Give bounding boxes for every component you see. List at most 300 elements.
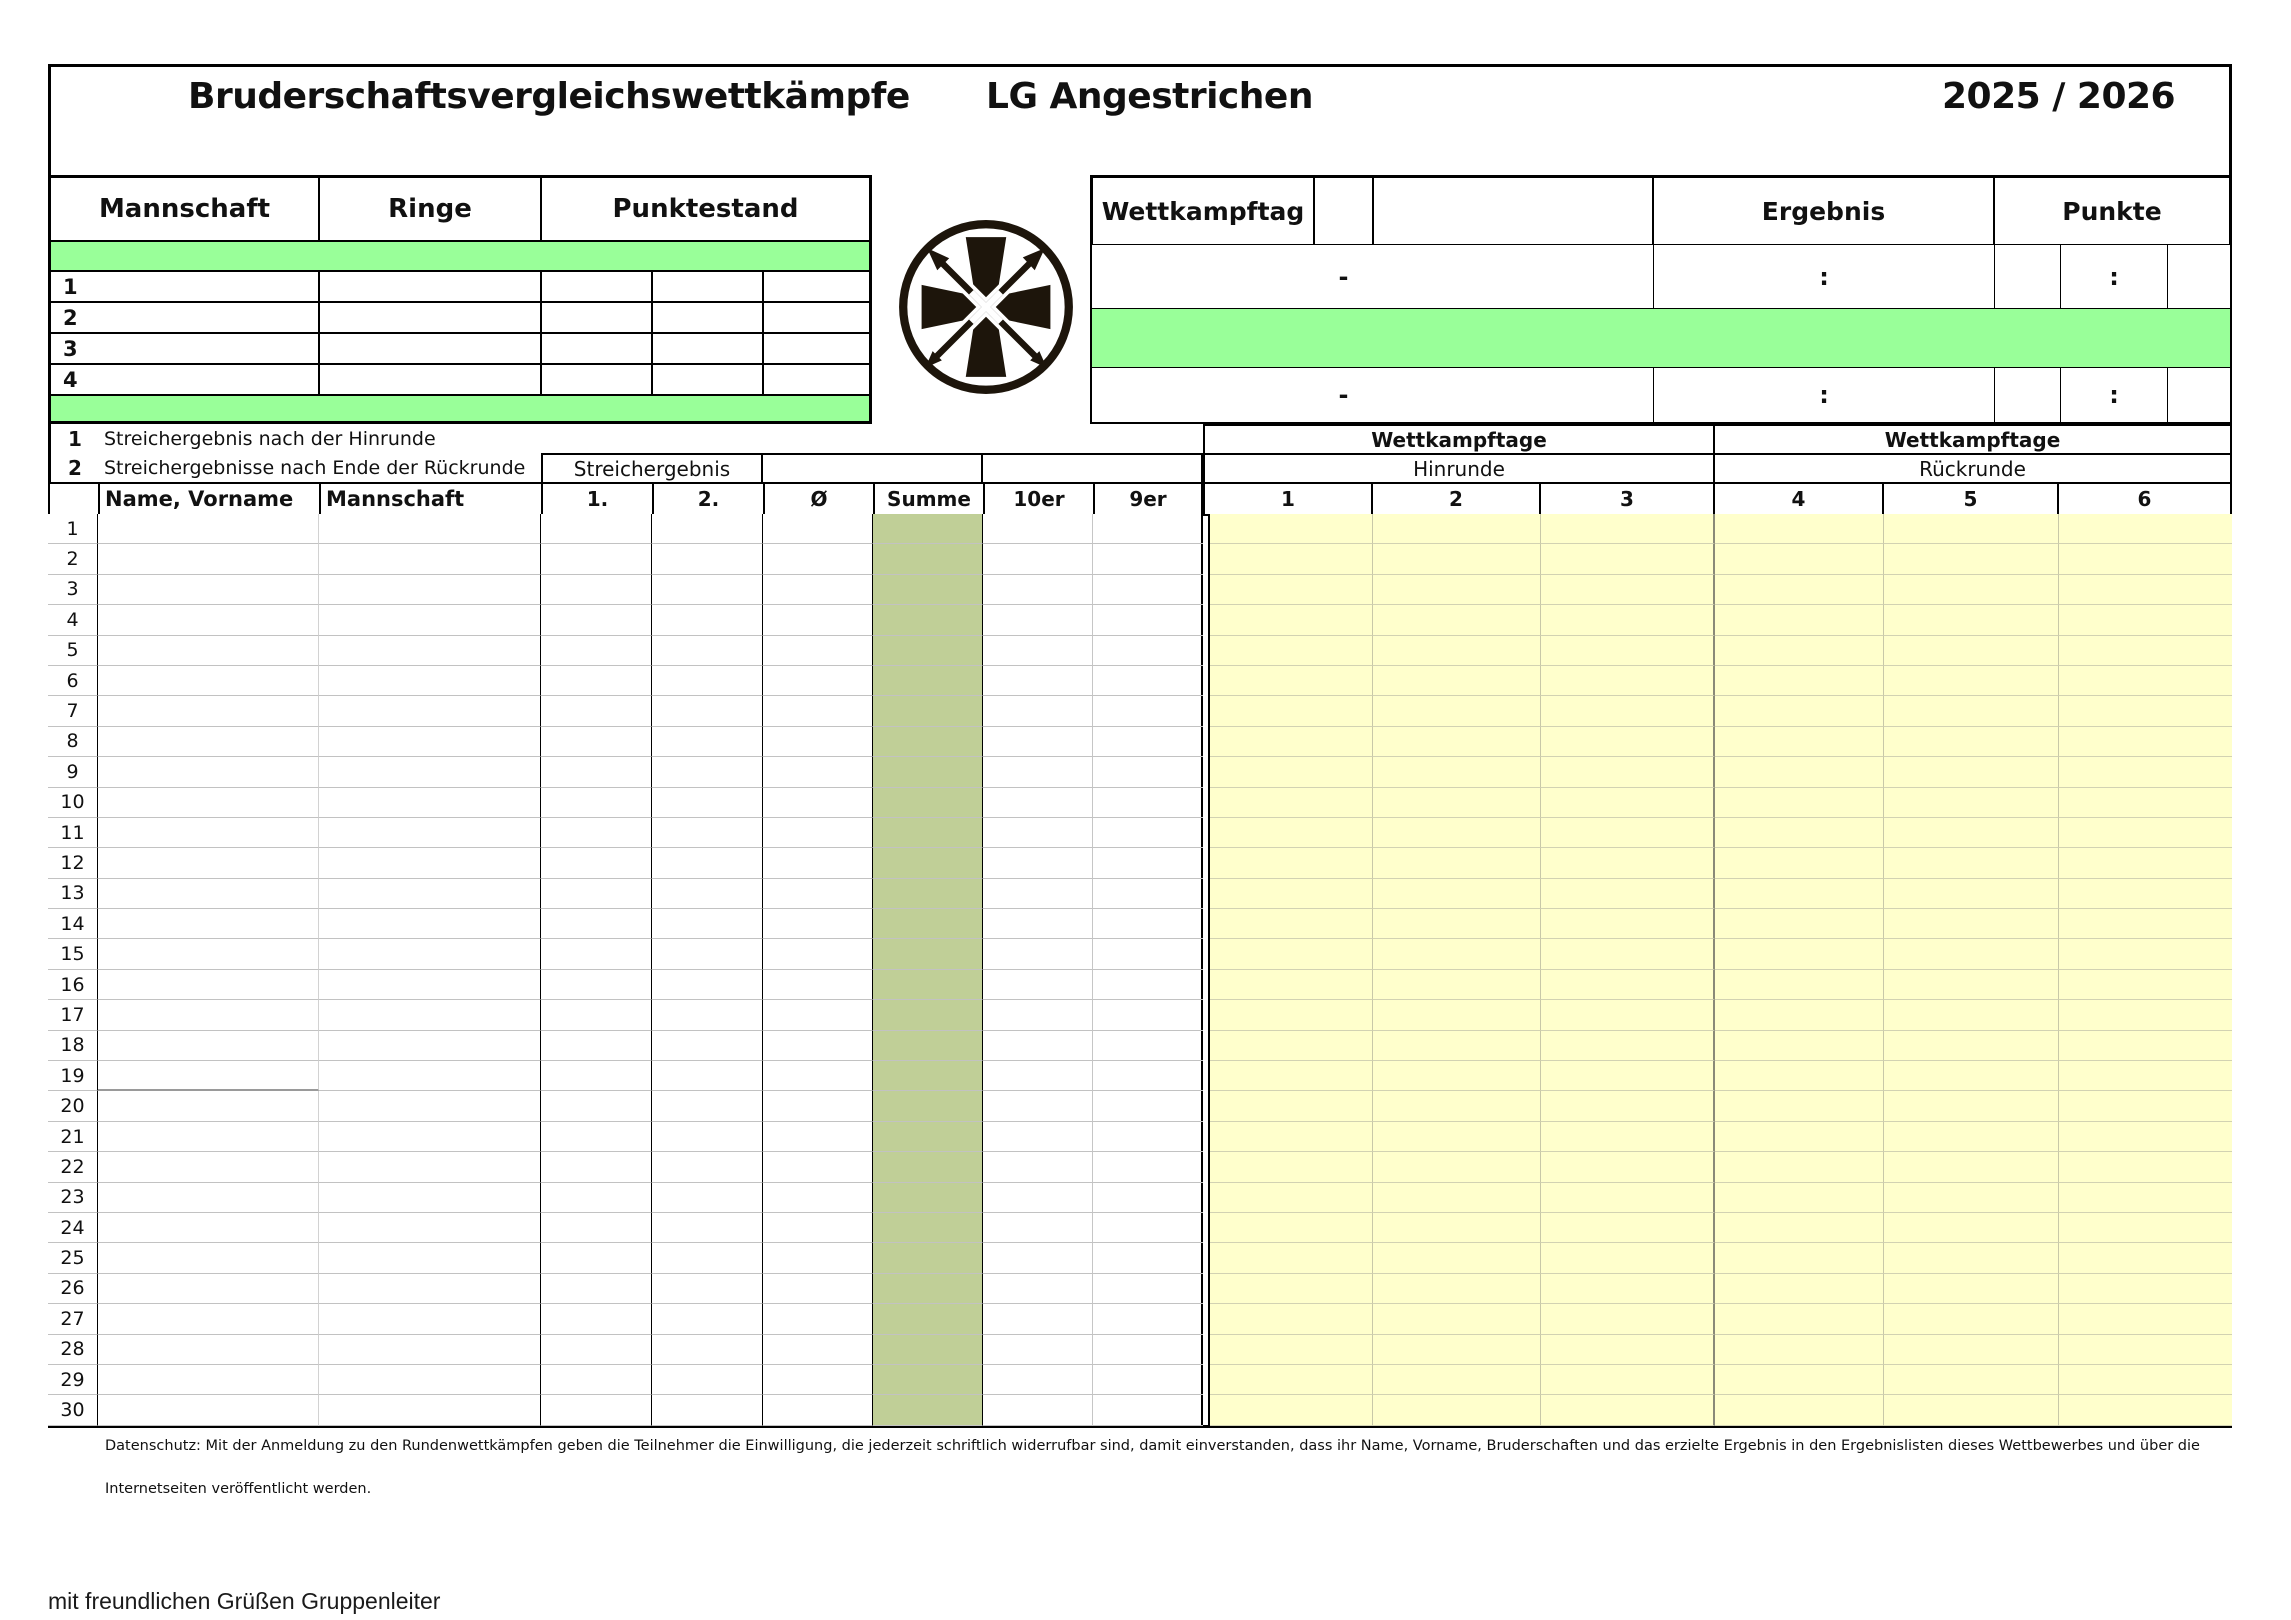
match-day-cell[interactable]	[1884, 1183, 2059, 1213]
match-day-cell[interactable]	[1373, 1274, 1541, 1304]
roster-cell-sum[interactable]	[873, 514, 983, 544]
roster-cell-s1[interactable]	[541, 757, 652, 787]
match-day-cell[interactable]	[1541, 939, 1715, 969]
roster-cell-s2[interactable]	[652, 514, 763, 544]
match-day-cell[interactable]	[1541, 788, 1715, 818]
roster-cell-sum[interactable]	[873, 1365, 983, 1395]
roster-cell-name[interactable]	[98, 1031, 319, 1061]
roster-cell-s1[interactable]	[541, 1395, 652, 1425]
match-day-cell[interactable]	[1210, 666, 1373, 696]
match-day-cell[interactable]	[1373, 1365, 1541, 1395]
roster-cell-s1[interactable]	[541, 788, 652, 818]
roster-cell-s2[interactable]	[652, 1122, 763, 1152]
roster-cell-t9[interactable]	[1093, 848, 1203, 878]
match-day-cell[interactable]	[1541, 727, 1715, 757]
roster-cell-sum[interactable]	[873, 1152, 983, 1182]
roster-cell-name[interactable]	[98, 575, 319, 605]
match-day-cell[interactable]	[1884, 1213, 2059, 1243]
match-day-cell[interactable]	[1715, 1243, 1884, 1273]
roster-cell-t9[interactable]	[1093, 1122, 1203, 1152]
roster-cell-t9[interactable]	[1093, 879, 1203, 909]
roster-cell-name[interactable]	[98, 1183, 319, 1213]
match-day-cell[interactable]	[1541, 1243, 1715, 1273]
match-day-cell[interactable]	[1884, 1000, 2059, 1030]
roster-cell-avg[interactable]	[763, 696, 873, 726]
roster-cell-name[interactable]	[98, 909, 319, 939]
roster-cell-s1[interactable]	[541, 696, 652, 726]
match-day-cell[interactable]	[2059, 514, 2232, 544]
roster-cell-avg[interactable]	[763, 514, 873, 544]
roster-cell-mann[interactable]	[319, 1335, 541, 1365]
team-ringe-cell[interactable]	[319, 333, 541, 364]
match-date-to[interactable]	[1373, 245, 1653, 308]
match-day-cell[interactable]	[1373, 1213, 1541, 1243]
roster-cell-avg[interactable]	[763, 544, 873, 574]
roster-cell-s2[interactable]	[652, 666, 763, 696]
roster-cell-t9[interactable]	[1093, 636, 1203, 666]
roster-cell-avg[interactable]	[763, 1031, 873, 1061]
match-day-cell[interactable]	[1210, 757, 1373, 787]
match-day-cell[interactable]	[1884, 818, 2059, 848]
match-day-cell[interactable]	[1884, 1061, 2059, 1091]
roster-cell-t10[interactable]	[983, 727, 1093, 757]
match-day-cell[interactable]	[1373, 636, 1541, 666]
roster-cell-t9[interactable]	[1093, 1183, 1203, 1213]
roster-cell-avg[interactable]	[763, 666, 873, 696]
match-day-cell[interactable]	[2059, 1152, 2232, 1182]
match-day-cell[interactable]	[1373, 696, 1541, 726]
match-day-cell[interactable]	[1373, 1061, 1541, 1091]
match-day-cell[interactable]	[1884, 544, 2059, 574]
match-day-cell[interactable]	[1541, 757, 1715, 787]
roster-cell-t10[interactable]	[983, 636, 1093, 666]
roster-cell-mann[interactable]	[319, 575, 541, 605]
roster-cell-sum[interactable]	[873, 1304, 983, 1334]
roster-cell-avg[interactable]	[763, 939, 873, 969]
roster-cell-sum[interactable]	[873, 727, 983, 757]
match-group-band[interactable]	[1092, 308, 2230, 368]
match-day-cell[interactable]	[1541, 1304, 1715, 1334]
roster-cell-s1[interactable]	[541, 727, 652, 757]
roster-cell-mann[interactable]	[319, 605, 541, 635]
roster-cell-name[interactable]	[98, 879, 319, 909]
roster-cell-t10[interactable]	[983, 1152, 1093, 1182]
roster-cell-s2[interactable]	[652, 1213, 763, 1243]
match-day-cell[interactable]	[2059, 1183, 2232, 1213]
match-day-cell[interactable]	[2059, 544, 2232, 574]
roster-cell-t10[interactable]	[983, 1274, 1093, 1304]
roster-cell-mann[interactable]	[319, 1274, 541, 1304]
roster-cell-name[interactable]	[98, 1213, 319, 1243]
roster-cell-sum[interactable]	[873, 1274, 983, 1304]
match-day-cell[interactable]	[1715, 1091, 1884, 1121]
match-day-cell[interactable]	[1884, 1274, 2059, 1304]
roster-cell-name[interactable]	[98, 970, 319, 1000]
match-day-cell[interactable]	[1715, 1274, 1884, 1304]
roster-cell-t10[interactable]	[983, 939, 1093, 969]
roster-cell-mann[interactable]	[319, 1395, 541, 1425]
roster-cell-t9[interactable]	[1093, 909, 1203, 939]
roster-cell-s1[interactable]	[541, 1274, 652, 1304]
match-day-cell[interactable]	[1541, 605, 1715, 635]
match-date-from[interactable]	[1092, 245, 1314, 308]
roster-cell-mann[interactable]	[319, 636, 541, 666]
match-day-cell[interactable]	[2059, 1000, 2232, 1030]
match-day-cell[interactable]	[1541, 818, 1715, 848]
streichergebnis-empty-cell[interactable]	[981, 453, 1203, 484]
roster-cell-name[interactable]	[98, 1091, 319, 1121]
match-day-cell[interactable]	[1210, 848, 1373, 878]
match-day-cell[interactable]	[2059, 696, 2232, 726]
match-day-cell[interactable]	[1210, 1304, 1373, 1334]
roster-cell-t9[interactable]	[1093, 1152, 1203, 1182]
roster-cell-t9[interactable]	[1093, 1243, 1203, 1273]
match-day-cell[interactable]	[2059, 1395, 2232, 1425]
match-day-cell[interactable]	[1373, 1304, 1541, 1334]
roster-cell-s1[interactable]	[541, 1183, 652, 1213]
team-points-cell[interactable]	[541, 271, 652, 302]
roster-cell-t10[interactable]	[983, 696, 1093, 726]
match-day-cell[interactable]	[2059, 757, 2232, 787]
roster-cell-t9[interactable]	[1093, 788, 1203, 818]
roster-cell-mann[interactable]	[319, 788, 541, 818]
roster-cell-mann[interactable]	[319, 818, 541, 848]
match-day-cell[interactable]	[1541, 666, 1715, 696]
roster-cell-name[interactable]	[98, 757, 319, 787]
match-day-cell[interactable]	[1373, 544, 1541, 574]
roster-cell-t10[interactable]	[983, 1061, 1093, 1091]
roster-cell-t9[interactable]	[1093, 1061, 1203, 1091]
match-day-cell[interactable]	[1541, 1213, 1715, 1243]
match-day-cell[interactable]	[1373, 1243, 1541, 1273]
roster-cell-s2[interactable]	[652, 1061, 763, 1091]
roster-cell-mann[interactable]	[319, 1183, 541, 1213]
roster-cell-sum[interactable]	[873, 666, 983, 696]
match-day-cell[interactable]	[1373, 1395, 1541, 1425]
match-day-cell[interactable]	[1715, 848, 1884, 878]
roster-cell-name[interactable]	[98, 818, 319, 848]
roster-cell-name[interactable]	[98, 696, 319, 726]
roster-cell-avg[interactable]	[763, 575, 873, 605]
match-day-cell[interactable]	[1541, 1031, 1715, 1061]
roster-cell-sum[interactable]	[873, 939, 983, 969]
roster-cell-t9[interactable]	[1093, 1335, 1203, 1365]
match-day-cell[interactable]	[2059, 1061, 2232, 1091]
roster-cell-t10[interactable]	[983, 666, 1093, 696]
match-day-cell[interactable]	[1715, 1183, 1884, 1213]
roster-cell-s2[interactable]	[652, 1304, 763, 1334]
roster-cell-avg[interactable]	[763, 1122, 873, 1152]
match-day-cell[interactable]	[2059, 727, 2232, 757]
match-day-cell[interactable]	[1884, 1152, 2059, 1182]
match-day-cell[interactable]	[2059, 1304, 2232, 1334]
roster-cell-name[interactable]	[98, 1000, 319, 1030]
roster-cell-sum[interactable]	[873, 544, 983, 574]
roster-cell-avg[interactable]	[763, 848, 873, 878]
match-day-cell[interactable]	[1884, 1335, 2059, 1365]
team-points-cell[interactable]	[652, 364, 763, 395]
roster-cell-sum[interactable]	[873, 1091, 983, 1121]
roster-cell-s2[interactable]	[652, 788, 763, 818]
match-day-cell[interactable]	[1541, 1061, 1715, 1091]
match-day-cell[interactable]	[1373, 1000, 1541, 1030]
match-day-cell[interactable]	[1210, 879, 1373, 909]
match-day-cell[interactable]	[2059, 575, 2232, 605]
match-date-from[interactable]	[1092, 368, 1314, 422]
match-day-cell[interactable]	[2059, 1213, 2232, 1243]
match-day-cell[interactable]	[1884, 1365, 2059, 1395]
match-day-cell[interactable]	[1884, 848, 2059, 878]
roster-cell-mann[interactable]	[319, 1243, 541, 1273]
roster-cell-s1[interactable]	[541, 514, 652, 544]
roster-cell-s1[interactable]	[541, 1213, 652, 1243]
match-day-cell[interactable]	[1210, 1061, 1373, 1091]
match-day-cell[interactable]	[1715, 788, 1884, 818]
roster-cell-s1[interactable]	[541, 1000, 652, 1030]
roster-cell-s1[interactable]	[541, 1091, 652, 1121]
roster-cell-name[interactable]	[98, 605, 319, 635]
roster-cell-s1[interactable]	[541, 1243, 652, 1273]
roster-cell-avg[interactable]	[763, 970, 873, 1000]
roster-cell-s1[interactable]	[541, 818, 652, 848]
roster-cell-mann[interactable]	[319, 848, 541, 878]
roster-cell-mann[interactable]	[319, 1091, 541, 1121]
match-day-cell[interactable]	[1210, 1000, 1373, 1030]
match-day-cell[interactable]	[1715, 575, 1884, 605]
roster-cell-avg[interactable]	[763, 879, 873, 909]
match-day-cell[interactable]	[1884, 514, 2059, 544]
roster-cell-s1[interactable]	[541, 1031, 652, 1061]
roster-cell-t10[interactable]	[983, 970, 1093, 1000]
roster-cell-sum[interactable]	[873, 848, 983, 878]
roster-cell-sum[interactable]	[873, 909, 983, 939]
team-points-cell[interactable]	[652, 271, 763, 302]
team-group-band-top[interactable]	[50, 241, 870, 271]
streichergebnis-empty-cell[interactable]	[761, 453, 983, 484]
roster-cell-name[interactable]	[98, 848, 319, 878]
roster-cell-t10[interactable]	[983, 818, 1093, 848]
match-day-cell[interactable]	[1541, 1365, 1715, 1395]
match-day-cell[interactable]	[1373, 757, 1541, 787]
roster-cell-s2[interactable]	[652, 1031, 763, 1061]
match-day-cell[interactable]	[1541, 575, 1715, 605]
roster-cell-t10[interactable]	[983, 1243, 1093, 1273]
roster-cell-t9[interactable]	[1093, 727, 1203, 757]
match-day-cell[interactable]	[1210, 1152, 1373, 1182]
roster-cell-name[interactable]	[98, 1335, 319, 1365]
match-day-cell[interactable]	[1210, 636, 1373, 666]
match-day-cell[interactable]	[1373, 818, 1541, 848]
match-day-cell[interactable]	[1210, 818, 1373, 848]
roster-cell-t9[interactable]	[1093, 575, 1203, 605]
roster-cell-t9[interactable]	[1093, 1213, 1203, 1243]
roster-cell-t10[interactable]	[983, 848, 1093, 878]
match-day-cell[interactable]	[1210, 1122, 1373, 1152]
match-day-cell[interactable]	[1715, 1031, 1884, 1061]
match-day-cell[interactable]	[1884, 696, 2059, 726]
roster-cell-t10[interactable]	[983, 1213, 1093, 1243]
roster-cell-t10[interactable]	[983, 1031, 1093, 1061]
roster-cell-mann[interactable]	[319, 970, 541, 1000]
match-day-cell[interactable]	[1884, 788, 2059, 818]
roster-cell-mann[interactable]	[319, 727, 541, 757]
match-day-cell[interactable]	[2059, 909, 2232, 939]
roster-cell-s1[interactable]	[541, 1304, 652, 1334]
match-day-cell[interactable]	[1541, 1274, 1715, 1304]
roster-cell-t10[interactable]	[983, 1365, 1093, 1395]
match-day-cell[interactable]	[1210, 575, 1373, 605]
roster-cell-s2[interactable]	[652, 696, 763, 726]
roster-cell-s2[interactable]	[652, 544, 763, 574]
roster-cell-s2[interactable]	[652, 970, 763, 1000]
match-day-cell[interactable]	[1884, 575, 2059, 605]
team-ringe-cell[interactable]	[319, 271, 541, 302]
match-day-cell[interactable]	[1715, 544, 1884, 574]
match-day-cell[interactable]	[1541, 879, 1715, 909]
roster-cell-name[interactable]	[98, 1061, 319, 1091]
match-day-cell[interactable]	[1373, 879, 1541, 909]
match-day-cell[interactable]	[2059, 636, 2232, 666]
match-day-cell[interactable]	[1373, 605, 1541, 635]
roster-cell-t9[interactable]	[1093, 1304, 1203, 1334]
match-day-cell[interactable]	[1884, 939, 2059, 969]
match-day-cell[interactable]	[1715, 818, 1884, 848]
roster-cell-s2[interactable]	[652, 636, 763, 666]
match-day-cell[interactable]	[2059, 970, 2232, 1000]
roster-cell-mann[interactable]	[319, 696, 541, 726]
match-day-cell[interactable]	[2059, 879, 2232, 909]
roster-cell-avg[interactable]	[763, 605, 873, 635]
roster-cell-avg[interactable]	[763, 788, 873, 818]
match-day-cell[interactable]	[1884, 970, 2059, 1000]
match-day-cell[interactable]	[1373, 575, 1541, 605]
roster-cell-avg[interactable]	[763, 727, 873, 757]
team-points-cell[interactable]	[541, 302, 652, 333]
match-day-cell[interactable]	[1884, 1091, 2059, 1121]
roster-cell-t10[interactable]	[983, 1000, 1093, 1030]
match-header-wide-cell[interactable]	[1373, 177, 1653, 245]
team-points-cell[interactable]	[763, 271, 870, 302]
roster-cell-avg[interactable]	[763, 1000, 873, 1030]
roster-cell-avg[interactable]	[763, 1365, 873, 1395]
match-day-cell[interactable]	[2059, 1365, 2232, 1395]
match-day-cell[interactable]	[2059, 848, 2232, 878]
match-day-cell[interactable]	[1715, 1152, 1884, 1182]
team-points-cell[interactable]	[763, 333, 870, 364]
roster-cell-s2[interactable]	[652, 727, 763, 757]
roster-cell-t10[interactable]	[983, 1091, 1093, 1121]
match-day-cell[interactable]	[1884, 909, 2059, 939]
match-day-cell[interactable]	[1715, 727, 1884, 757]
roster-cell-t9[interactable]	[1093, 1395, 1203, 1425]
roster-cell-mann[interactable]	[319, 514, 541, 544]
match-day-cell[interactable]	[1373, 788, 1541, 818]
roster-cell-sum[interactable]	[873, 1183, 983, 1213]
roster-cell-name[interactable]	[98, 1395, 319, 1425]
roster-cell-s1[interactable]	[541, 1152, 652, 1182]
roster-cell-t9[interactable]	[1093, 1274, 1203, 1304]
match-day-cell[interactable]	[2059, 818, 2232, 848]
match-day-cell[interactable]	[1715, 1335, 1884, 1365]
roster-cell-avg[interactable]	[763, 1304, 873, 1334]
roster-cell-sum[interactable]	[873, 605, 983, 635]
roster-cell-sum[interactable]	[873, 1061, 983, 1091]
match-day-cell[interactable]	[1373, 970, 1541, 1000]
roster-cell-s1[interactable]	[541, 1335, 652, 1365]
roster-cell-mann[interactable]	[319, 1031, 541, 1061]
roster-cell-t9[interactable]	[1093, 818, 1203, 848]
match-day-cell[interactable]	[1373, 1335, 1541, 1365]
roster-cell-t10[interactable]	[983, 605, 1093, 635]
match-day-cell[interactable]	[1373, 727, 1541, 757]
match-day-cell[interactable]	[1715, 939, 1884, 969]
roster-cell-sum[interactable]	[873, 788, 983, 818]
roster-cell-s2[interactable]	[652, 909, 763, 939]
roster-cell-avg[interactable]	[763, 1274, 873, 1304]
roster-cell-s2[interactable]	[652, 605, 763, 635]
match-day-cell[interactable]	[1210, 514, 1373, 544]
match-points-cell[interactable]	[2167, 368, 2230, 422]
match-day-cell[interactable]	[1210, 1243, 1373, 1273]
roster-cell-avg[interactable]	[763, 1061, 873, 1091]
roster-cell-t10[interactable]	[983, 909, 1093, 939]
roster-cell-avg[interactable]	[763, 757, 873, 787]
roster-cell-t9[interactable]	[1093, 1365, 1203, 1395]
roster-cell-sum[interactable]	[873, 970, 983, 1000]
match-day-cell[interactable]	[1541, 696, 1715, 726]
match-points-cell[interactable]	[1994, 368, 2060, 422]
roster-cell-t9[interactable]	[1093, 666, 1203, 696]
match-day-cell[interactable]	[1210, 909, 1373, 939]
roster-cell-mann[interactable]	[319, 1152, 541, 1182]
match-result-cell[interactable]: :	[1653, 245, 1994, 308]
roster-cell-s2[interactable]	[652, 1365, 763, 1395]
match-result-cell[interactable]: :	[1653, 368, 1994, 422]
roster-cell-s2[interactable]	[652, 848, 763, 878]
match-day-cell[interactable]	[1715, 1365, 1884, 1395]
match-day-cell[interactable]	[1715, 666, 1884, 696]
match-day-cell[interactable]	[1210, 1213, 1373, 1243]
match-day-cell[interactable]	[2059, 1122, 2232, 1152]
roster-cell-sum[interactable]	[873, 696, 983, 726]
roster-cell-s1[interactable]	[541, 909, 652, 939]
match-day-cell[interactable]	[1373, 1122, 1541, 1152]
roster-cell-t9[interactable]	[1093, 1000, 1203, 1030]
roster-cell-sum[interactable]	[873, 879, 983, 909]
roster-cell-name[interactable]	[98, 939, 319, 969]
roster-cell-sum[interactable]	[873, 636, 983, 666]
match-day-cell[interactable]	[1541, 1122, 1715, 1152]
roster-cell-t10[interactable]	[983, 1122, 1093, 1152]
roster-cell-t10[interactable]	[983, 1183, 1093, 1213]
match-day-cell[interactable]	[1541, 970, 1715, 1000]
roster-cell-avg[interactable]	[763, 1213, 873, 1243]
roster-cell-s2[interactable]	[652, 939, 763, 969]
roster-cell-name[interactable]	[98, 666, 319, 696]
roster-cell-name[interactable]	[98, 514, 319, 544]
roster-cell-s2[interactable]	[652, 1000, 763, 1030]
team-group-band-bottom[interactable]	[50, 395, 870, 422]
roster-cell-sum[interactable]	[873, 757, 983, 787]
match-day-cell[interactable]	[1210, 970, 1373, 1000]
match-day-cell[interactable]	[2059, 1091, 2232, 1121]
match-day-cell[interactable]	[1210, 727, 1373, 757]
match-day-cell[interactable]	[1715, 1395, 1884, 1425]
roster-cell-t9[interactable]	[1093, 757, 1203, 787]
roster-cell-t9[interactable]	[1093, 514, 1203, 544]
roster-cell-s2[interactable]	[652, 1152, 763, 1182]
roster-cell-s2[interactable]	[652, 1243, 763, 1273]
